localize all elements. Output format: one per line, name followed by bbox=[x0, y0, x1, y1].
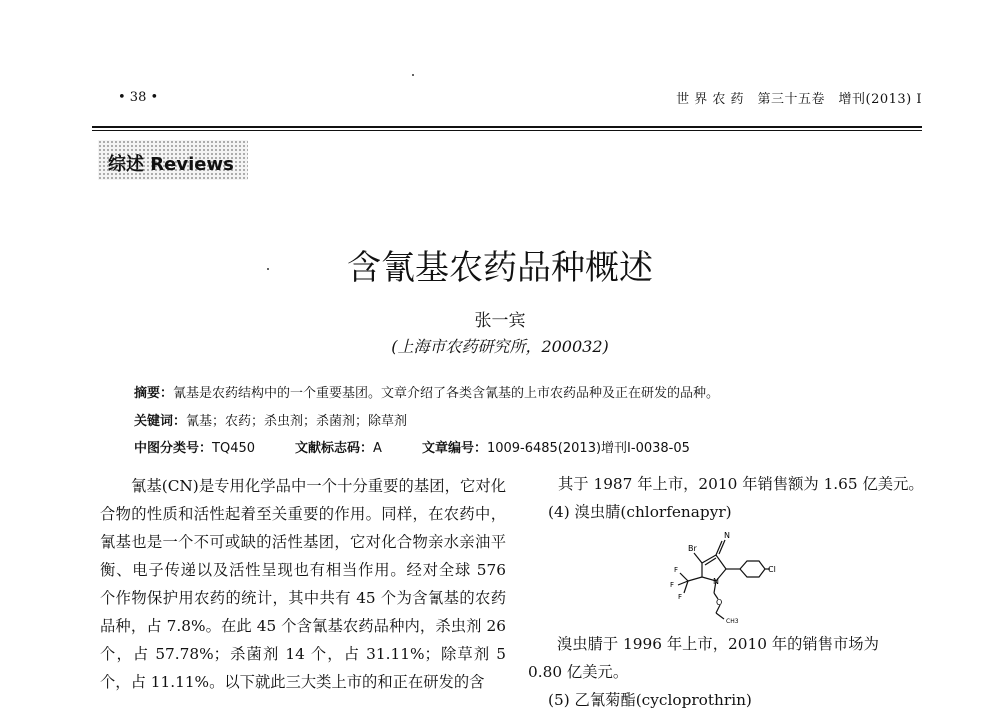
right-line-market: 溴虫腈于 1996 年上市，2010 年的销售市场为 bbox=[557, 635, 879, 653]
article-title: 含氰基农药品种概述 bbox=[347, 248, 653, 288]
keywords-text: 氰基；农药；杀虫剂；杀菌剂；除草剂 bbox=[186, 414, 408, 429]
atom-n-ring: N bbox=[713, 577, 719, 586]
abstract bbox=[134, 382, 719, 401]
atom-cl: Cl bbox=[768, 565, 776, 574]
keywords-label: 关键词： bbox=[134, 414, 187, 429]
atom-o: O bbox=[716, 598, 723, 607]
header-rule-thin bbox=[92, 130, 922, 131]
speck bbox=[267, 268, 269, 270]
classification-line bbox=[134, 437, 690, 456]
affiliation: (上海市农药研究所，200032) bbox=[391, 337, 609, 356]
abstract-text: 氰基是农药结构中的一个重要基团。文章介绍了各类含氰基的上市农药品种及正在研发的品种。 bbox=[173, 386, 720, 401]
doc-code-value: A bbox=[373, 441, 382, 456]
speck bbox=[412, 74, 414, 76]
body-left-column bbox=[100, 472, 506, 696]
article-no-value: 1009-6485(2013)增刊Ⅰ-0038-05 bbox=[486, 441, 690, 456]
atom-f1: F bbox=[674, 566, 679, 574]
header-rule bbox=[92, 126, 922, 128]
atom-f2: F bbox=[670, 581, 675, 589]
clc-label: 中图分类号： bbox=[134, 441, 213, 456]
keywords bbox=[134, 410, 407, 429]
section-tag-label: 综述 Reviews bbox=[108, 154, 234, 175]
section-tag bbox=[98, 140, 248, 180]
heading-chlorfenapyr: (4) 溴虫腈(chlorfenapyr) bbox=[548, 503, 732, 521]
right-line-value: 0.80 亿美元。 bbox=[528, 663, 629, 681]
journal-header: 世 界 农 药 第三十五卷 增刊(2013) Ⅰ bbox=[676, 92, 922, 107]
atom-f3: F bbox=[678, 593, 683, 601]
page-number: • 38 • bbox=[118, 90, 159, 105]
doc-code-label: 文献标志码： bbox=[295, 441, 374, 456]
author: 张一宾 bbox=[474, 311, 526, 331]
right-line-sales: 其于 1987 年上市，2010 年销售额为 1.65 亿美元。 bbox=[558, 475, 924, 493]
atom-n-cyano: N bbox=[724, 531, 730, 540]
heading-cycloprothrin: (5) 乙氰菊酯(cycloprothrin) bbox=[548, 691, 752, 709]
atom-br: Br bbox=[688, 544, 697, 553]
clc-value: TQ450 bbox=[212, 441, 256, 456]
chlorfenapyr-structure bbox=[650, 525, 780, 625]
atom-ch3: CH3 bbox=[726, 618, 739, 625]
abstract-label: 摘要： bbox=[134, 386, 174, 401]
intro-paragraph: 氰基(CN)是专用化学品中一个十分重要的基团，它对化合物的性质和活性起着至关重要的作用。同样，在农药中，氰基也是一个不可或缺的活性基团，它对化合物亲水亲油平衡、电子传递以及活性呈现也有相当作用。经对全球 576 个作物保护用农药的统计，其中共有 45 个为含氰基的农药品种，占 7.8%。在此 45 个含氰基农药品种内，杀虫剂 26 个，占 57.78%；杀菌剂 14 个，占 31.11%；除草剂 5 个，占 11.11%。以下就此三大类上市的和正在研发的含 bbox=[100, 477, 506, 691]
article-no-label: 文章编号： bbox=[421, 441, 487, 456]
